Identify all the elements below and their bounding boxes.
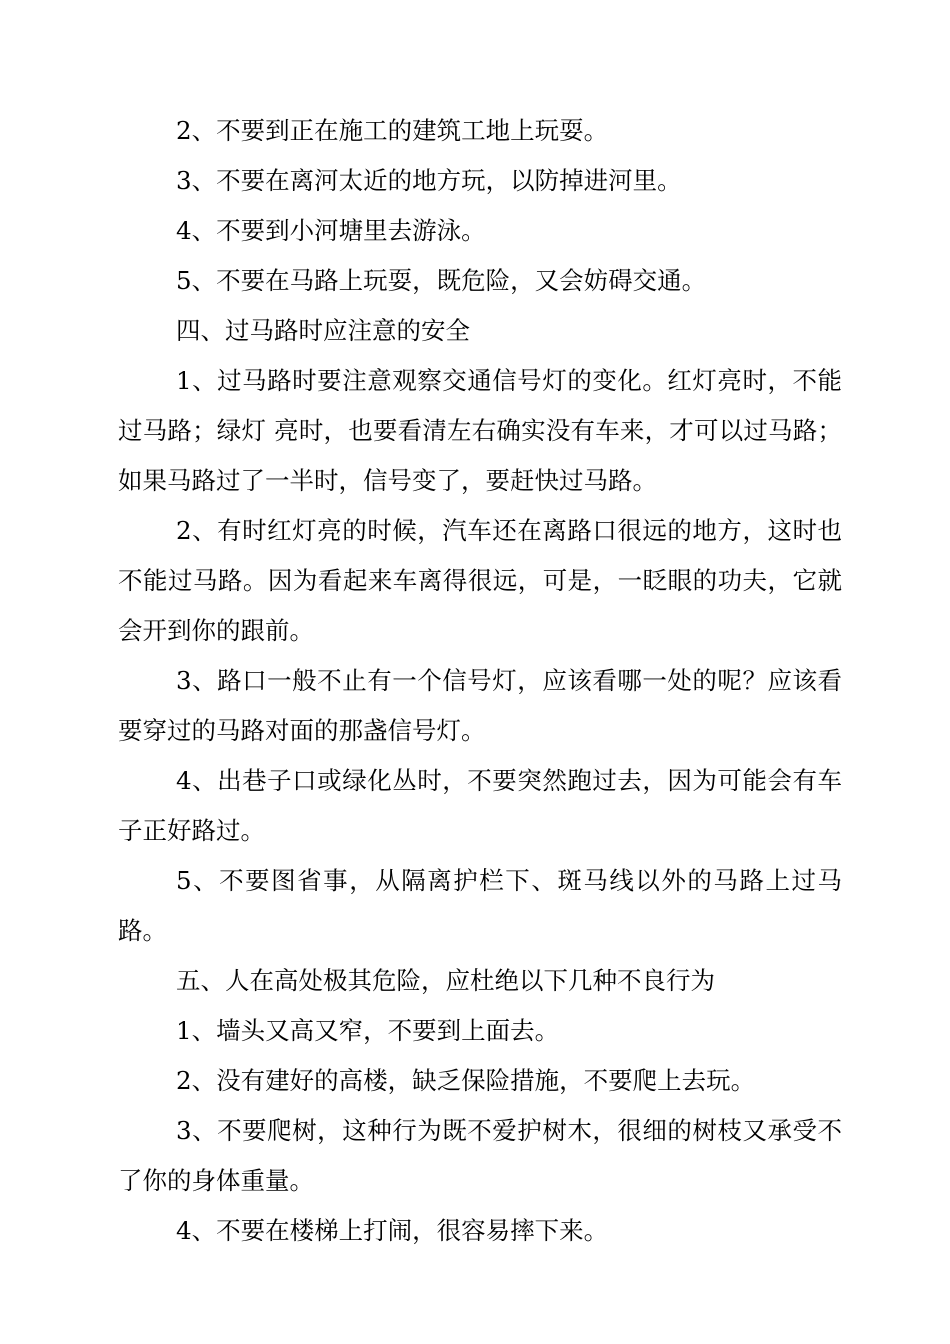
- list-item-no-shortcut: 5、不要图省事，从隔离护栏下、斑马线以外的马路上过马路。: [118, 866, 842, 945]
- list-item-unfinished-building: 2、没有建好的高楼，缺乏保险措施，不要爬上去玩。: [176, 1066, 756, 1095]
- section-heading-crossing-road: 四、过马路时应注意的安全: [176, 316, 470, 345]
- document-body: [118, 106, 842, 1256]
- list-item-which-signal: 3、路口一般不止有一个信号灯，应该看哪一处的呢？应该看要穿过的马路对面的那盏信号灯。: [118, 666, 842, 745]
- list-item-wall-top: 1、墙头又高又窄，不要到上面去。: [176, 1016, 560, 1045]
- list-item-traffic-lights: 1、过马路时要注意观察交通信号灯的变化。红灯亮时，不能过马路；绿灯 亮时，也要看清左右确实没有车来，才可以过马路；如果马路过了一半时，信号变了，要赶快过马路。: [118, 366, 842, 495]
- list-item-stairs: 4、不要在楼梯上打闹，很容易摔下来。: [176, 1216, 609, 1245]
- list-item-not-near-river: 3、不要在离河太近的地方玩，以防掉进河里。: [176, 166, 682, 195]
- list-item-no-tree-climbing: 3、不要爬树，这种行为既不爱护树木，很细的树枝又承受不了你的身体重量。: [118, 1116, 842, 1195]
- list-item-red-light-far-car: 2、有时红灯亮的时候，汽车还在离路口很远的地方，这时也不能过马路。因为看起来车离得很远，可是，一眨眼的功夫，它就会开到你的跟前。: [118, 516, 842, 645]
- list-item-no-construction-site: 2、不要到正在施工的建筑工地上玩耍。: [176, 116, 609, 145]
- list-item-no-playing-on-road: 5、不要在马路上玩耍，既危险，又会妨碍交通。: [176, 266, 707, 295]
- list-item-alley-exit: 4、出巷子口或绿化丛时，不要突然跑过去，因为可能会有车子正好路过。: [118, 766, 842, 845]
- list-item-no-swimming-pond: 4、不要到小河塘里去游泳。: [176, 216, 486, 245]
- section-heading-heights: 五、人在高处极其危险，应杜绝以下几种不良行为: [176, 966, 715, 995]
